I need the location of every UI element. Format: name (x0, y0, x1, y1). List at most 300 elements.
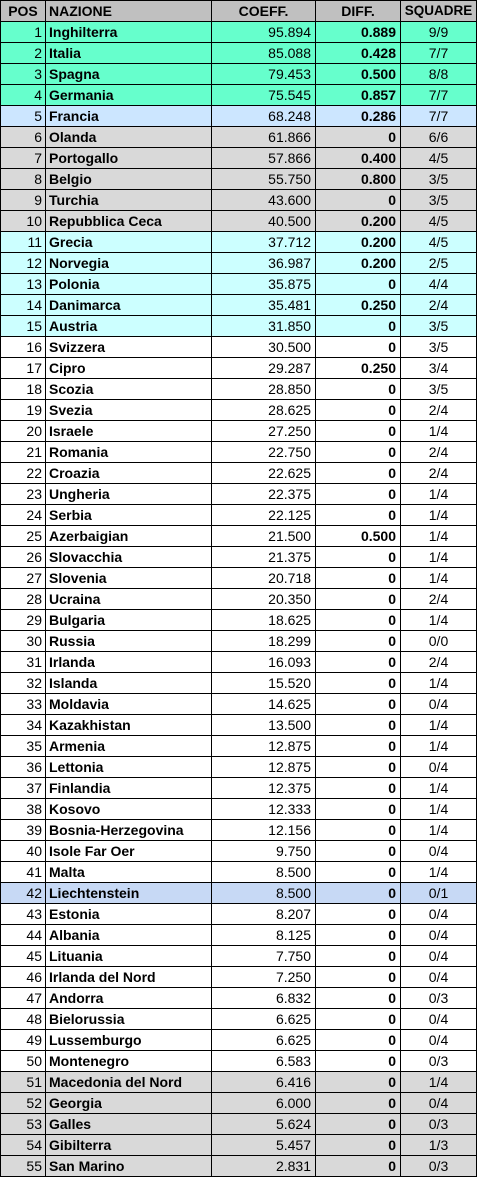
coeff-cell: 79.453 (212, 64, 316, 85)
diff-cell: 0.800 (316, 169, 401, 190)
squadre-cell: 2/4 (401, 589, 477, 610)
coeff-cell: 12.875 (212, 757, 316, 778)
nazione-cell: Macedonia del Nord (46, 1072, 212, 1093)
coeff-cell: 57.866 (212, 148, 316, 169)
table-header (1, 1, 477, 22)
coeff-cell: 68.248 (212, 106, 316, 127)
coeff-cell: 8.207 (212, 904, 316, 925)
pos-cell: 47 (1, 988, 46, 1009)
diff-cell: 0 (316, 1114, 401, 1135)
pos-cell: 25 (1, 526, 46, 547)
pos-cell: 31 (1, 652, 46, 673)
table-row (1, 778, 477, 799)
diff-cell: 0 (316, 631, 401, 652)
coeff-cell: 61.866 (212, 127, 316, 148)
nazione-cell: Serbia (46, 505, 212, 526)
coeff-cell: 6.416 (212, 1072, 316, 1093)
squadre-cell: 7/7 (401, 85, 477, 106)
coeff-cell: 20.350 (212, 589, 316, 610)
diff-cell: 0 (316, 1051, 401, 1072)
table-row (1, 904, 477, 925)
pos-cell: 49 (1, 1030, 46, 1051)
nazione-cell: Georgia (46, 1093, 212, 1114)
squadre-cell: 6/6 (401, 127, 477, 148)
diff-cell: 0 (316, 820, 401, 841)
nazione-cell: Irlanda (46, 652, 212, 673)
squadre-cell: 1/4 (401, 526, 477, 547)
squadre-cell: 4/5 (401, 232, 477, 253)
pos-cell: 33 (1, 694, 46, 715)
table-row (1, 799, 477, 820)
pos-cell: 4 (1, 85, 46, 106)
pos-cell: 32 (1, 673, 46, 694)
coeff-cell: 28.625 (212, 400, 316, 421)
diff-cell: 0 (316, 862, 401, 883)
diff-cell: 0 (316, 652, 401, 673)
diff-cell: 0 (316, 421, 401, 442)
diff-cell: 0 (316, 463, 401, 484)
squadre-cell: 0/4 (401, 1009, 477, 1030)
diff-cell: 0 (316, 274, 401, 295)
table-row (1, 148, 477, 169)
pos-cell: 2 (1, 43, 46, 64)
pos-cell: 8 (1, 169, 46, 190)
coeff-cell: 8.500 (212, 862, 316, 883)
nazione-cell: Italia (46, 43, 212, 64)
header-diff: DIFF. (316, 1, 401, 22)
coeff-cell: 21.500 (212, 526, 316, 547)
pos-cell: 43 (1, 904, 46, 925)
squadre-cell: 0/3 (401, 988, 477, 1009)
nazione-cell: Kazakhistan (46, 715, 212, 736)
coeff-cell: 6.625 (212, 1030, 316, 1051)
diff-cell: 0 (316, 505, 401, 526)
nazione-cell: Norvegia (46, 253, 212, 274)
diff-cell: 0.428 (316, 43, 401, 64)
nazione-cell: Bulgaria (46, 610, 212, 631)
coeff-cell: 95.894 (212, 22, 316, 43)
squadre-cell: 1/4 (401, 568, 477, 589)
nazione-cell: Grecia (46, 232, 212, 253)
table-row (1, 64, 477, 85)
pos-cell: 53 (1, 1114, 46, 1135)
pos-cell: 23 (1, 484, 46, 505)
table-row (1, 610, 477, 631)
pos-cell: 38 (1, 799, 46, 820)
table-row (1, 232, 477, 253)
diff-cell: 0 (316, 1009, 401, 1030)
table-row (1, 694, 477, 715)
nazione-cell: Lussemburgo (46, 1030, 212, 1051)
squadre-cell: 0/0 (401, 631, 477, 652)
nazione-cell: Albania (46, 925, 212, 946)
coeff-cell: 6.832 (212, 988, 316, 1009)
table-row (1, 421, 477, 442)
table-row (1, 211, 477, 232)
nazione-cell: Estonia (46, 904, 212, 925)
nazione-cell: Finlandia (46, 778, 212, 799)
diff-cell: 0 (316, 400, 401, 421)
coeff-cell: 2.831 (212, 1156, 316, 1177)
diff-cell: 0 (316, 967, 401, 988)
coeff-cell: 9.750 (212, 841, 316, 862)
table-row (1, 946, 477, 967)
coeff-cell: 75.545 (212, 85, 316, 106)
pos-cell: 37 (1, 778, 46, 799)
diff-cell: 0 (316, 190, 401, 211)
coeff-cell: 30.500 (212, 337, 316, 358)
table-row (1, 925, 477, 946)
table-row (1, 736, 477, 757)
squadre-cell: 1/4 (401, 610, 477, 631)
table-row (1, 358, 477, 379)
pos-cell: 45 (1, 946, 46, 967)
table-row (1, 1135, 477, 1156)
diff-cell: 0 (316, 1135, 401, 1156)
coeff-cell: 18.299 (212, 631, 316, 652)
pos-cell: 20 (1, 421, 46, 442)
diff-cell: 0 (316, 988, 401, 1009)
table-row (1, 715, 477, 736)
pos-cell: 14 (1, 295, 46, 316)
squadre-cell: 9/9 (401, 22, 477, 43)
nazione-cell: Turchia (46, 190, 212, 211)
pos-cell: 3 (1, 64, 46, 85)
squadre-cell: 0/4 (401, 841, 477, 862)
squadre-cell: 0/4 (401, 925, 477, 946)
nazione-cell: Repubblica Ceca (46, 211, 212, 232)
coeff-cell: 35.875 (212, 274, 316, 295)
nazione-cell: Svezia (46, 400, 212, 421)
nazione-cell: Ucraina (46, 589, 212, 610)
pos-cell: 42 (1, 883, 46, 904)
table-row (1, 463, 477, 484)
table-row (1, 400, 477, 421)
header-row (1, 1, 477, 22)
diff-cell: 0 (316, 904, 401, 925)
nazione-cell: Slovenia (46, 568, 212, 589)
nazione-cell: Lettonia (46, 757, 212, 778)
pos-cell: 22 (1, 463, 46, 484)
squadre-cell: 2/4 (401, 442, 477, 463)
header-squadre: SQUADRE (401, 1, 477, 22)
diff-cell: 0 (316, 610, 401, 631)
table-row (1, 589, 477, 610)
nazione-cell: Francia (46, 106, 212, 127)
squadre-cell: 1/4 (401, 1072, 477, 1093)
coeff-cell: 5.457 (212, 1135, 316, 1156)
coeff-cell: 6.000 (212, 1093, 316, 1114)
nazione-cell: Azerbaigian (46, 526, 212, 547)
diff-cell: 0.200 (316, 211, 401, 232)
squadre-cell: 0/1 (401, 883, 477, 904)
table-row (1, 274, 477, 295)
diff-cell: 0.200 (316, 232, 401, 253)
squadre-cell: 1/3 (401, 1135, 477, 1156)
squadre-cell: 1/4 (401, 505, 477, 526)
diff-cell: 0.200 (316, 253, 401, 274)
squadre-cell: 0/3 (401, 1114, 477, 1135)
diff-cell: 0 (316, 841, 401, 862)
table-row (1, 568, 477, 589)
pos-cell: 1 (1, 22, 46, 43)
squadre-cell: 7/7 (401, 106, 477, 127)
nazione-cell: Inghilterra (46, 22, 212, 43)
coeff-cell: 85.088 (212, 43, 316, 64)
nazione-cell: San Marino (46, 1156, 212, 1177)
pos-cell: 34 (1, 715, 46, 736)
squadre-cell: 0/4 (401, 946, 477, 967)
pos-cell: 18 (1, 379, 46, 400)
table-row (1, 1093, 477, 1114)
nazione-cell: Bosnia-Herzegovina (46, 820, 212, 841)
coeff-cell: 12.333 (212, 799, 316, 820)
table-row (1, 190, 477, 211)
coeff-cell: 6.583 (212, 1051, 316, 1072)
coeff-cell: 18.625 (212, 610, 316, 631)
pos-cell: 16 (1, 337, 46, 358)
pos-cell: 50 (1, 1051, 46, 1072)
coeff-cell: 27.250 (212, 421, 316, 442)
table-row (1, 1156, 477, 1177)
coeff-cell: 15.520 (212, 673, 316, 694)
diff-cell: 0 (316, 442, 401, 463)
table-row (1, 316, 477, 337)
nazione-cell: Austria (46, 316, 212, 337)
squadre-cell: 4/5 (401, 211, 477, 232)
pos-cell: 52 (1, 1093, 46, 1114)
nazione-cell: Armenia (46, 736, 212, 757)
squadre-cell: 1/4 (401, 736, 477, 757)
pos-cell: 41 (1, 862, 46, 883)
table-row (1, 652, 477, 673)
diff-cell: 0 (316, 568, 401, 589)
table-row (1, 442, 477, 463)
squadre-cell: 0/4 (401, 904, 477, 925)
pos-cell: 13 (1, 274, 46, 295)
diff-cell: 0 (316, 715, 401, 736)
coeff-cell: 20.718 (212, 568, 316, 589)
pos-cell: 28 (1, 589, 46, 610)
nazione-cell: Liechtenstein (46, 883, 212, 904)
squadre-cell: 1/4 (401, 778, 477, 799)
coeff-cell: 12.156 (212, 820, 316, 841)
pos-cell: 19 (1, 400, 46, 421)
table-row (1, 841, 477, 862)
diff-cell: 0.857 (316, 85, 401, 106)
diff-cell: 0 (316, 883, 401, 904)
table-row (1, 169, 477, 190)
coeff-cell: 7.250 (212, 967, 316, 988)
nazione-cell: Moldavia (46, 694, 212, 715)
pos-cell: 51 (1, 1072, 46, 1093)
squadre-cell: 1/4 (401, 484, 477, 505)
diff-cell: 0 (316, 778, 401, 799)
nazione-cell: Romania (46, 442, 212, 463)
squadre-cell: 2/4 (401, 463, 477, 484)
squadre-cell: 0/3 (401, 1156, 477, 1177)
pos-cell: 24 (1, 505, 46, 526)
coeff-cell: 40.500 (212, 211, 316, 232)
table-row (1, 484, 477, 505)
diff-cell: 0 (316, 1072, 401, 1093)
diff-cell: 0 (316, 757, 401, 778)
diff-cell: 0 (316, 1156, 401, 1177)
squadre-cell: 0/3 (401, 1051, 477, 1072)
nazione-cell: Slovacchia (46, 547, 212, 568)
pos-cell: 9 (1, 190, 46, 211)
pos-cell: 54 (1, 1135, 46, 1156)
coeff-cell: 21.375 (212, 547, 316, 568)
nazione-cell: Gibilterra (46, 1135, 212, 1156)
coeff-cell: 55.750 (212, 169, 316, 190)
squadre-cell: 8/8 (401, 64, 477, 85)
diff-cell: 0 (316, 316, 401, 337)
squadre-cell: 1/4 (401, 862, 477, 883)
squadre-cell: 1/4 (401, 421, 477, 442)
coeff-cell: 31.850 (212, 316, 316, 337)
diff-cell: 0 (316, 736, 401, 757)
table-row (1, 106, 477, 127)
squadre-cell: 2/4 (401, 652, 477, 673)
nazione-cell: Portogallo (46, 148, 212, 169)
squadre-cell: 4/5 (401, 148, 477, 169)
table-row (1, 379, 477, 400)
coeff-cell: 5.624 (212, 1114, 316, 1135)
diff-cell: 0 (316, 673, 401, 694)
table-row (1, 253, 477, 274)
squadre-cell: 7/7 (401, 43, 477, 64)
pos-cell: 10 (1, 211, 46, 232)
diff-cell: 0 (316, 379, 401, 400)
coeff-cell: 22.375 (212, 484, 316, 505)
squadre-cell: 2/4 (401, 295, 477, 316)
pos-cell: 44 (1, 925, 46, 946)
squadre-cell: 4/4 (401, 274, 477, 295)
coeff-cell: 6.625 (212, 1009, 316, 1030)
table-row (1, 862, 477, 883)
table-row (1, 988, 477, 1009)
header-pos: POS (1, 1, 46, 22)
table-row (1, 1030, 477, 1051)
diff-cell: 0.286 (316, 106, 401, 127)
diff-cell: 0 (316, 1093, 401, 1114)
pos-cell: 21 (1, 442, 46, 463)
squadre-cell: 3/5 (401, 316, 477, 337)
coeff-cell: 29.287 (212, 358, 316, 379)
diff-cell: 0 (316, 799, 401, 820)
squadre-cell: 1/4 (401, 799, 477, 820)
diff-cell: 0.400 (316, 148, 401, 169)
pos-cell: 5 (1, 106, 46, 127)
nazione-cell: Montenegro (46, 1051, 212, 1072)
table-row (1, 757, 477, 778)
table-row (1, 295, 477, 316)
coeff-cell: 12.875 (212, 736, 316, 757)
table-row (1, 22, 477, 43)
nazione-cell: Malta (46, 862, 212, 883)
coeff-cell: 22.125 (212, 505, 316, 526)
header-nazione: NAZIONE (46, 1, 212, 22)
nazione-cell: Bielorussia (46, 1009, 212, 1030)
nazione-cell: Isole Far Oer (46, 841, 212, 862)
diff-cell: 0 (316, 946, 401, 967)
table-row (1, 1009, 477, 1030)
header-coeff: COEFF. (212, 1, 316, 22)
squadre-cell: 0/4 (401, 967, 477, 988)
table-row (1, 673, 477, 694)
pos-cell: 29 (1, 610, 46, 631)
table-row (1, 883, 477, 904)
pos-cell: 6 (1, 127, 46, 148)
pos-cell: 39 (1, 820, 46, 841)
diff-cell: 0 (316, 547, 401, 568)
pos-cell: 17 (1, 358, 46, 379)
pos-cell: 26 (1, 547, 46, 568)
table-row (1, 337, 477, 358)
table-row (1, 1114, 477, 1135)
coeff-cell: 12.375 (212, 778, 316, 799)
coeff-cell: 7.750 (212, 946, 316, 967)
diff-cell: 0.500 (316, 64, 401, 85)
diff-cell: 0.500 (316, 526, 401, 547)
table-row (1, 127, 477, 148)
table-row (1, 526, 477, 547)
pos-cell: 48 (1, 1009, 46, 1030)
nazione-cell: Lituania (46, 946, 212, 967)
table-row (1, 85, 477, 106)
nazione-cell: Irlanda del Nord (46, 967, 212, 988)
squadre-cell: 1/4 (401, 715, 477, 736)
nazione-cell: Polonia (46, 274, 212, 295)
squadre-cell: 1/4 (401, 820, 477, 841)
diff-cell: 0.250 (316, 295, 401, 316)
nazione-cell: Islanda (46, 673, 212, 694)
table-row (1, 1072, 477, 1093)
pos-cell: 30 (1, 631, 46, 652)
nazione-cell: Cipro (46, 358, 212, 379)
nazione-cell: Israele (46, 421, 212, 442)
coeff-cell: 28.850 (212, 379, 316, 400)
squadre-cell: 3/5 (401, 379, 477, 400)
pos-cell: 12 (1, 253, 46, 274)
diff-cell: 0 (316, 1030, 401, 1051)
table-row (1, 820, 477, 841)
coeff-cell: 35.481 (212, 295, 316, 316)
coeff-cell: 36.987 (212, 253, 316, 274)
coeff-cell: 8.500 (212, 883, 316, 904)
squadre-cell: 0/4 (401, 694, 477, 715)
table-row (1, 631, 477, 652)
coeff-cell: 22.750 (212, 442, 316, 463)
coeff-cell: 14.625 (212, 694, 316, 715)
diff-cell: 0 (316, 925, 401, 946)
squadre-cell: 1/4 (401, 547, 477, 568)
nazione-cell: Scozia (46, 379, 212, 400)
squadre-cell: 2/4 (401, 400, 477, 421)
nazione-cell: Russia (46, 631, 212, 652)
squadre-cell: 3/5 (401, 169, 477, 190)
squadre-cell: 3/4 (401, 358, 477, 379)
diff-cell: 0 (316, 484, 401, 505)
nazione-cell: Kosovo (46, 799, 212, 820)
table-body (1, 22, 477, 1177)
nazione-cell: Germania (46, 85, 212, 106)
diff-cell: 0 (316, 337, 401, 358)
pos-cell: 7 (1, 148, 46, 169)
squadre-cell: 3/5 (401, 337, 477, 358)
nazione-cell: Svizzera (46, 337, 212, 358)
